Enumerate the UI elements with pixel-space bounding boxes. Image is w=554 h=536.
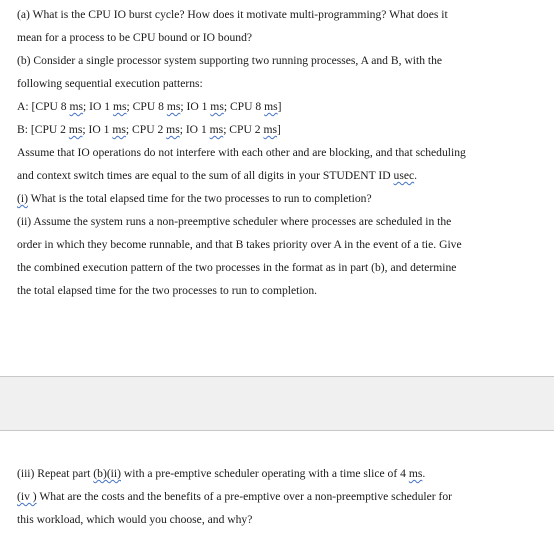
question-iv-line-1 [17, 489, 452, 505]
page-separator [0, 376, 554, 431]
pattern-a-text: ; CPU 8 [126, 100, 167, 113]
assumption-line-2 [17, 168, 417, 184]
spellcheck-word[interactable]: ms [113, 100, 127, 113]
spellcheck-word[interactable]: ms [210, 100, 224, 113]
document-page-2 [0, 431, 554, 536]
pattern-b-text: ; CPU 2 [223, 123, 264, 136]
pattern-a-text: ; IO 1 [83, 100, 113, 113]
question-ii-line-4: the total elapsed time for the two processes to run to completion. [17, 284, 318, 297]
question-iii-text: (iii) Repeat part [17, 467, 94, 480]
question-iv-line-2: this workload, which would you choose, and why? [17, 513, 253, 526]
spellcheck-word[interactable]: (b)(ii) [93, 467, 121, 480]
question-iii-line [17, 466, 425, 482]
pattern-b-text: ; IO 1 [82, 123, 113, 136]
pattern-b-text: ; CPU 2 [125, 123, 167, 136]
pattern-a-text: ; CPU 8 [223, 100, 265, 113]
spellcheck-word[interactable]: ms [209, 123, 224, 136]
question-ii-line-3: the combined execution pattern of the two processes in the format as in part (b), and determine [17, 261, 457, 274]
pattern-b-text: ; IO 1 [179, 123, 210, 136]
spellcheck-word[interactable]: (i) [17, 192, 28, 205]
pattern-a-line [17, 99, 282, 115]
pattern-b-text: ] [277, 123, 281, 136]
question-a-line-1: (a) What is the CPU IO burst cycle? How does it motivate multi-programming? What does it [17, 8, 448, 21]
assumption-text: and context switch times are equal to the sum of all digits in your STUDENT ID [17, 169, 394, 182]
spellcheck-word[interactable]: usec [393, 169, 415, 182]
pattern-a-text: A: [CPU 8 [17, 100, 70, 113]
spellcheck-word[interactable]: ms [263, 123, 277, 136]
question-a-line-2: mean for a process to be CPU bound or IO bound? [17, 31, 253, 44]
assumption-text: . [414, 169, 418, 182]
pattern-b-line [17, 122, 281, 138]
spellcheck-word[interactable]: ms [112, 123, 126, 136]
question-b-line-2: following sequential execution patterns: [17, 77, 203, 90]
question-ii-line-2: order in which they become runnable, and that B takes priority over A in the event of a tie. Give [17, 238, 462, 251]
question-i-line [17, 191, 372, 207]
pattern-b-text: B: [CPU 2 [17, 123, 69, 136]
question-i-text: What is the total elapsed time for the two processes to run to completion? [27, 192, 372, 205]
question-iii-text: with a pre-emptive scheduler operating with a time slice of 4 [120, 467, 409, 480]
spellcheck-word[interactable]: (iv ) [17, 490, 37, 503]
spellcheck-word[interactable]: ms [166, 123, 180, 136]
question-ii-line-1: (ii) Assume the system runs a non-preemptive scheduler where processes are scheduled in the [17, 215, 452, 228]
pattern-a-text: ] [277, 100, 282, 113]
assumption-line-1: Assume that IO operations do not interfere with each other and are blocking, and that scheduling [17, 146, 466, 159]
spellcheck-word[interactable]: ms [68, 123, 83, 136]
spellcheck-word[interactable]: ms [264, 100, 278, 113]
question-iii-text: . [422, 467, 426, 480]
question-b-line-1: (b) Consider a single processor system supporting two running processes, A and B, with the [17, 54, 443, 67]
spellcheck-word[interactable]: ms [166, 100, 181, 113]
question-iv-text: What are the costs and the benefits of a pre-emptive over a non-preemptive scheduler for [36, 490, 453, 503]
pattern-a-text: ; IO 1 [180, 100, 211, 113]
spellcheck-word[interactable]: ms [69, 100, 84, 113]
spellcheck-word[interactable]: ms [408, 467, 423, 480]
